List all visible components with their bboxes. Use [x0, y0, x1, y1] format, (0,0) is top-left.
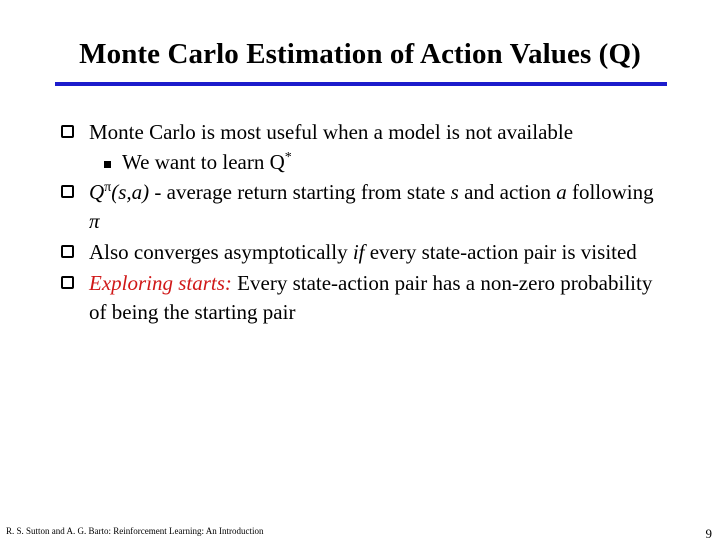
- bullet-list: [60, 118, 660, 329]
- sub-bullet-1-text: We want to learn Q: [122, 150, 285, 174]
- footer-citation: R. S. Sutton and A. G. Barto: Reinforcement Learning: An Introduction: [6, 526, 264, 536]
- exploring-starts-term: Exploring starts:: [89, 271, 232, 295]
- sub-bullet-1-sup: *: [284, 150, 292, 165]
- action-a: a: [556, 180, 567, 204]
- bullet-2-text-c: following: [566, 180, 654, 204]
- slide-title: Monte Carlo Estimation of Action Values (Q): [79, 38, 641, 70]
- bullet-2: [60, 178, 660, 236]
- bullet-1: [60, 118, 660, 147]
- pi-superscript: π: [104, 180, 112, 195]
- bullet-1-text: Monte Carlo is most useful when a model is not available: [89, 120, 574, 144]
- page-number: 9: [705, 526, 712, 541]
- filled-square-bullet-icon: [104, 161, 111, 168]
- bullet-2-text-b: and action: [458, 180, 557, 204]
- state-s: s: [450, 180, 459, 204]
- if-emphasis: if: [352, 240, 365, 264]
- hollow-square-bullet-icon: [61, 185, 74, 198]
- bullet-4: [60, 269, 660, 327]
- bullet-3: [60, 238, 660, 267]
- bullet-4-text: Every state-action pair has a non-zero probability of being the starting pair: [89, 271, 653, 324]
- q-args: (s,a): [111, 180, 150, 204]
- hollow-square-bullet-icon: [61, 245, 74, 258]
- bullet-3-text-a: Also converges asymptotically: [89, 240, 353, 264]
- policy-pi: π: [89, 209, 100, 233]
- sub-bullet-1: [60, 149, 660, 176]
- hollow-square-bullet-icon: [61, 125, 74, 138]
- bullet-3-text-b: every state-action pair is visited: [364, 240, 637, 264]
- title-divider: [55, 82, 667, 86]
- q-symbol: Q: [89, 180, 105, 204]
- hollow-square-bullet-icon: [61, 276, 74, 289]
- bullet-2-text-a: - average return starting from state: [149, 180, 451, 204]
